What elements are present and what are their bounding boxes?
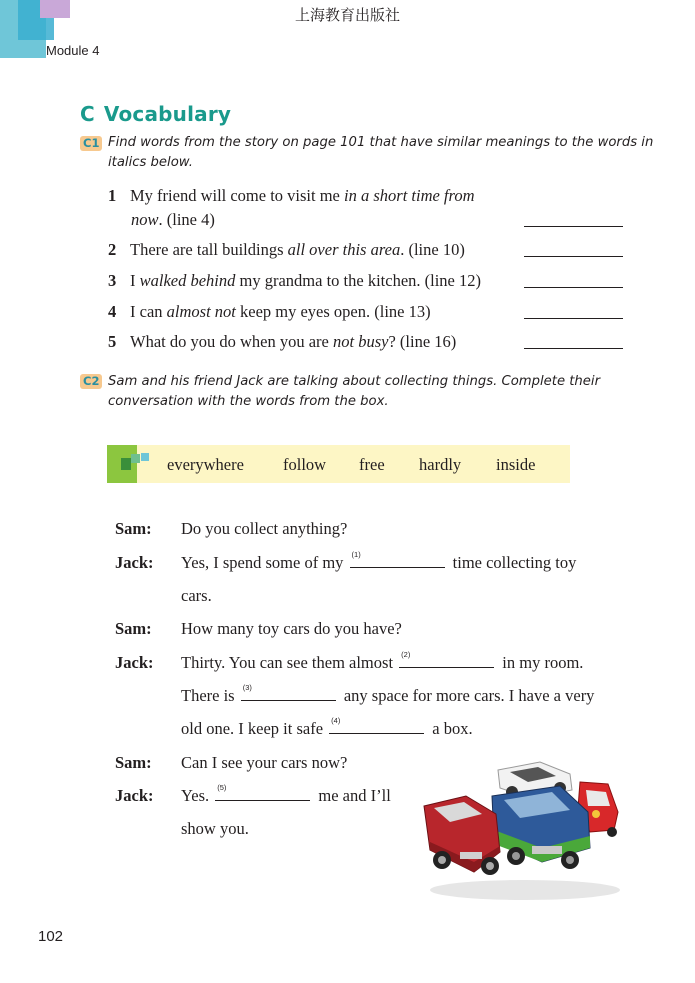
c1-item-4: 4 I can almost not keep my eyes open. (line 13) [108, 302, 431, 321]
speaker-sam: Sam: [115, 753, 152, 772]
gap-2[interactable]: (2) [399, 654, 494, 668]
word-inside: inside [496, 455, 536, 474]
c1-item-3: 3 I walked behind my grandma to the kitchen. (line 12) [108, 271, 482, 290]
word-everywhere: everywhere [167, 455, 244, 474]
speaker-sam: Sam: [115, 519, 152, 538]
gap-3[interactable]: (3) [241, 687, 336, 701]
speaker-sam: Sam: [115, 619, 152, 638]
c1-item-1-line2: now. (line 4) [131, 210, 215, 229]
c1-item-1: 1 My friend will come to visit me in a short time from [108, 186, 475, 205]
dialogue-line: Yes. (5) me and I’ll [181, 783, 391, 805]
dialogue-line: Thirty. You can see them almost (2) in my room. [181, 650, 584, 672]
answer-blank-2[interactable] [524, 256, 623, 257]
c2-instruction: Sam and his friend Jack are talking about collecting things. Complete their conversation with the words from the box. [108, 374, 600, 409]
word-free: free [359, 455, 385, 474]
c1-item-5: 5 What do you do when you are not busy? (line 16) [108, 332, 457, 351]
dialogue-line: There is (3) any space for more cars. I have a very [181, 683, 595, 705]
word-hardly: hardly [419, 455, 462, 474]
dialogue-line: show you. [181, 819, 249, 838]
gap-4[interactable]: (4) [329, 720, 424, 734]
word-follow: follow [283, 455, 327, 474]
dialogue-line: How many toy cars do you have? [181, 619, 402, 638]
word-box-decoration [131, 454, 140, 463]
dialogue-line: cars. [181, 586, 212, 605]
section-title-text: Vocabulary [103, 102, 232, 126]
c1-instruction: Find words from the story on page 101 that have similar meanings to the words in italics below. [108, 135, 654, 170]
answer-blank-3[interactable] [524, 287, 623, 288]
dialogue-line: old one. I keep it safe (4) a box. [181, 716, 473, 738]
exercise-tag-c1: C1 [80, 136, 102, 151]
red-toy-truck-left [424, 796, 500, 875]
c1-item-2: 2 There are tall buildings all over this area. (line 10) [108, 240, 465, 259]
answer-blank-4[interactable] [524, 318, 623, 319]
word-box-decoration [121, 458, 131, 470]
publisher-name: 上海教育出版社 [294, 6, 400, 24]
answer-blank-5[interactable] [524, 348, 623, 349]
page-number: 102 [38, 928, 64, 945]
speaker-jack: Jack: [115, 653, 154, 672]
word-box-decoration [141, 453, 149, 461]
section-title [80, 102, 231, 126]
gap-1[interactable]: (1) [350, 554, 445, 568]
dialogue-line: Can I see your cars now? [181, 753, 348, 772]
module-label: Module 4 [46, 43, 100, 58]
gap-5[interactable]: (5) [215, 787, 310, 801]
toy-cars-photo [420, 752, 630, 902]
exercise-tag-c2: C2 [80, 374, 102, 389]
dialogue-line: Yes, I spend some of my (1) time collecting toy [181, 550, 577, 572]
speaker-jack: Jack: [115, 553, 154, 572]
word-box [107, 445, 570, 483]
dialogue-line: Do you collect anything? [181, 519, 348, 538]
answer-blank-1[interactable] [524, 226, 623, 227]
speaker-jack: Jack: [115, 786, 154, 805]
section-letter: C [80, 102, 95, 126]
blue-toy-truck [492, 786, 590, 869]
